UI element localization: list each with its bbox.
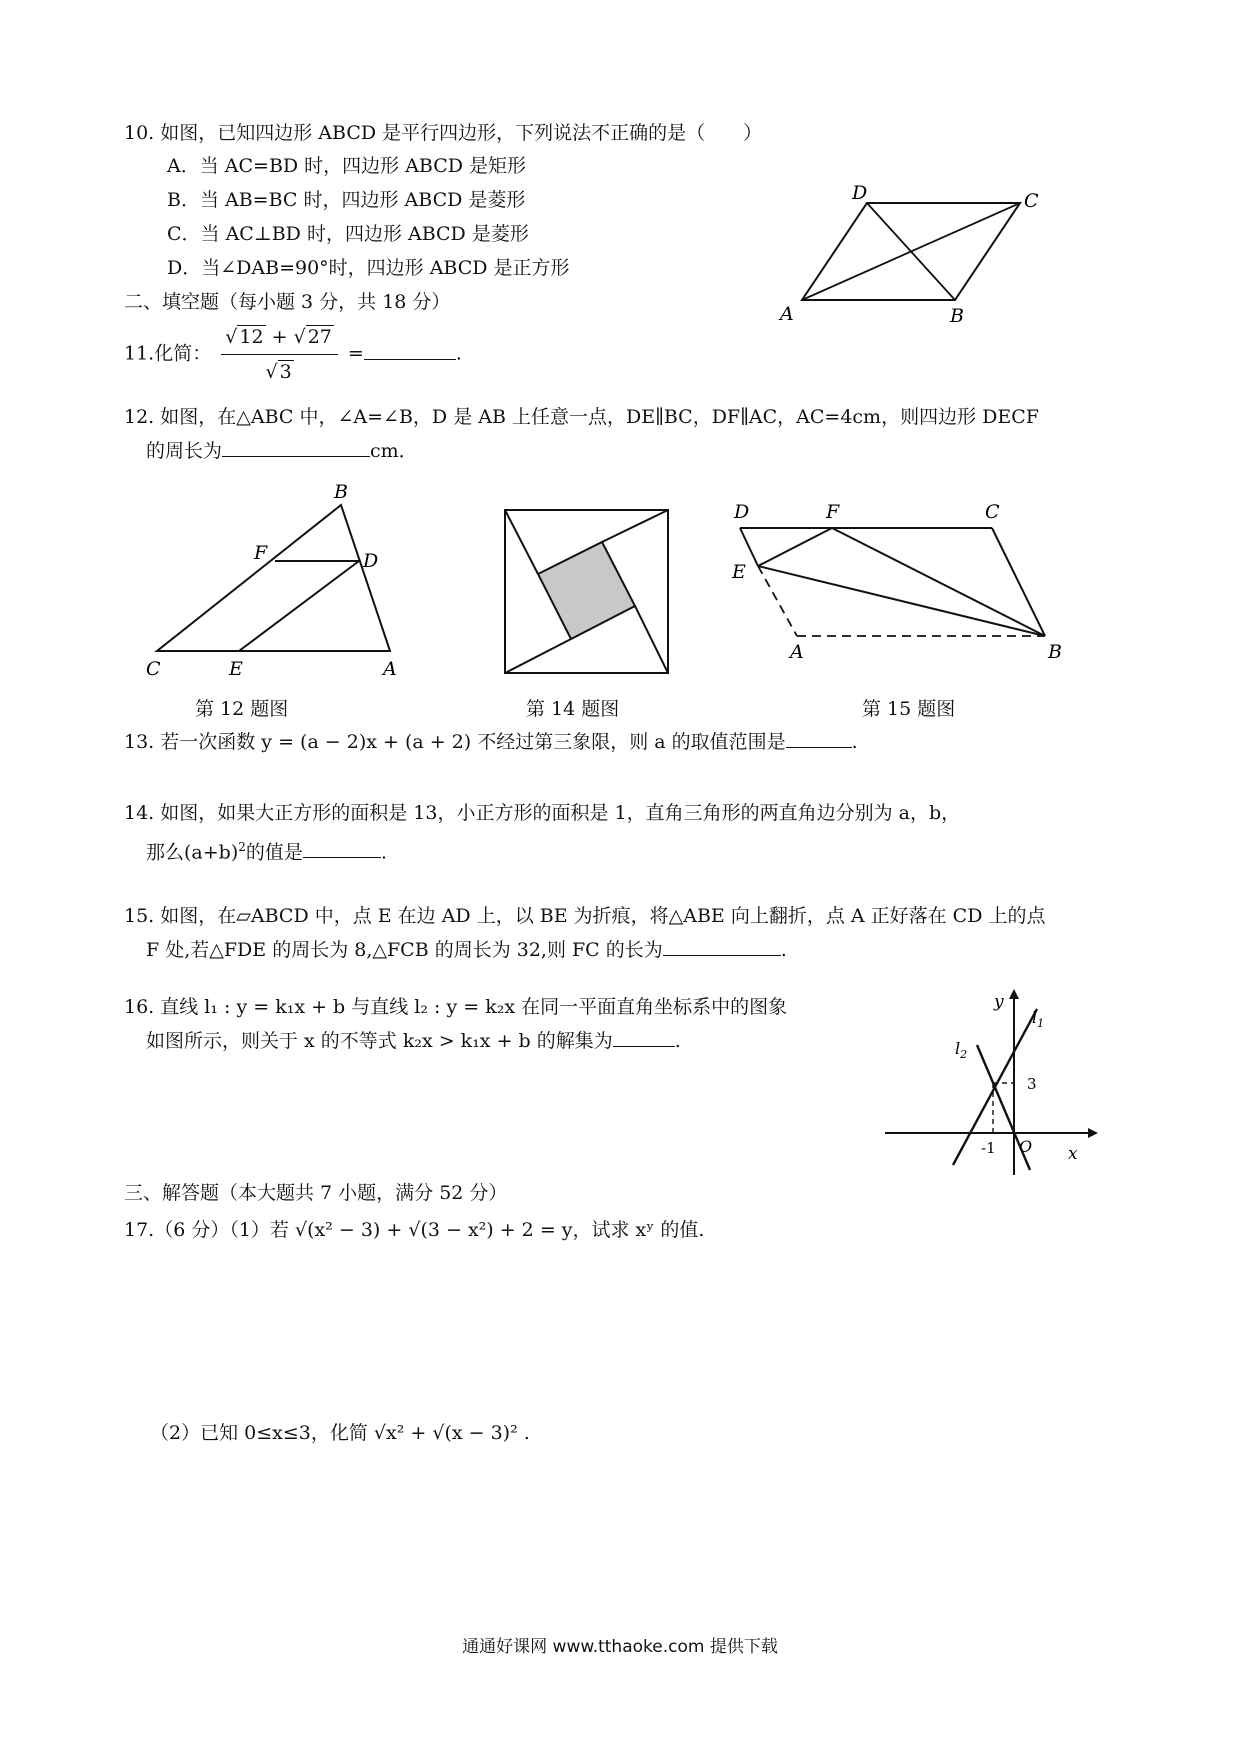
q15-line2-text: F 处,若△FDE 的周长为 8,△FCB 的周长为 32,则 FC 的长为 [146,939,663,961]
fig10-label-b: B [950,305,964,327]
q12-line2-prefix: 的周长为 [146,440,223,462]
q15-answer-blank[interactable] [663,937,781,956]
q10-parallelogram-figure [770,182,1050,327]
fig12-label-b: B [334,481,348,503]
q14-line2-prefix: 那么(a+b) [146,841,239,864]
fig15-label-d: D [734,501,750,523]
q11-radicand-b: 27 [307,326,332,348]
fig15-label-a: A [790,641,804,663]
fig16-l1-letter: l [1032,1008,1038,1027]
fig16-label-l1 [1032,1008,1044,1030]
fig15-label-b: B [1048,641,1062,663]
fig14-squares [500,505,675,680]
q11-end: . [455,342,462,365]
q17-part2-expr: √x² + √(x − 3)² [373,1422,518,1444]
q12-line1: 12. 如图，在△ABC 中，∠A=∠B，D 是 AB 上任意一点，DE∥BC，DF∥AC，AC=4cm，则四边形 DECF [124,406,1039,428]
fig16-label-l2 [955,1039,967,1061]
q17-part2-prefix: （2）已知 0≤x≤3，化简 [150,1422,368,1444]
fig12-label-f: F [254,542,268,564]
q11 [124,322,462,387]
fig15-parallelogram [730,495,1070,670]
fig12-label-a: A [383,658,397,680]
q15-line2 [146,937,787,963]
q12-line2 [146,438,418,464]
q15-end: . [780,939,787,961]
q14-exponent: 2 [238,840,246,854]
q16-line2-text: 如图所示，则关于 x 的不等式 k₂x > k₁x + b 的解集为 [146,1030,613,1052]
q14-answer-blank[interactable] [303,839,381,858]
fig15-label-c: C [985,501,1000,523]
fig12-label-e: E [229,658,243,680]
q10-option-c: C．当 AC⊥BD 时，四边形 ABCD 是菱形 [167,223,529,245]
q12-answer-blank[interactable] [222,438,370,457]
q16-end: . [674,1030,681,1052]
q15-line1: 15. 如图，在▱ABCD 中，点 E 在边 AD 上，以 BE 为折痕，将△ABE 向上翻折，点 A 正好落在 CD 上的点 [124,905,1046,927]
fig10-label-d: D [852,182,868,204]
q14-end: . [380,841,387,864]
fig16-l2-letter: l [955,1039,961,1058]
q10-option-b: B．当 AB=BC 时，四边形 ABCD 是菱形 [167,189,526,211]
q17-part1-suffix: ，试求 xʸ 的值. [572,1219,705,1241]
q14-line1: 14. 如图，如果大正方形的面积是 13，小正方形的面积是 1，直角三角形的两直角边分别为 a，b， [124,802,961,824]
q16-answer-blank[interactable] [613,1028,675,1047]
q13 [124,729,858,755]
q17-part1-expr: √(x² − 3) + √(3 − x²) + 2 = y [294,1219,573,1241]
page-footer: 通通好课网 www.tthaoke.com 提供下载 [462,1637,778,1657]
fig12-label-d: D [363,550,379,572]
q16-line2 [146,1028,681,1054]
q14-line2-suffix: 的值是 [245,841,303,864]
q13-text: 13. 若一次函数 y = (a − 2)x + (a + 2) 不经过第三象限，则 a 的取值范围是 [124,731,786,753]
fig16-l2-sub: 2 [960,1048,968,1061]
fig16-label-three: 3 [1027,1075,1037,1093]
q11-radicand-a: 12 [239,326,264,348]
fig15-caption: 第 15 题图 [862,698,956,720]
fig16-l1-sub: 1 [1037,1017,1045,1030]
fig16-label-y: y [994,992,1004,1012]
q11-prefix: 11.化简： [124,342,212,365]
q17-part1 [124,1217,704,1243]
q10-option-d: D．当∠DAB=90°时，四边形 ABCD 是正方形 [167,257,570,279]
fig15-label-e: E [732,561,746,583]
fig12-triangle [140,480,420,680]
fig15-label-f: F [826,501,840,523]
section-2-heading: 二、填空题（每小题 3 分，共 18 分） [124,291,451,313]
q11-plus: + [271,326,288,348]
q17-part2 [150,1420,530,1446]
q12-line2-suffix: cm． [370,440,418,462]
q17-part1-prefix: 17.（6 分）（1）若 [124,1219,289,1241]
fig12-caption: 第 12 题图 [195,698,289,720]
q16-line1: 16. 直线 l₁ : y = k₁x + b 与直线 l₂ : y = k₂x 在同一平面直角坐标系中的图象 [124,996,788,1018]
fig10-label-c: C [1024,190,1039,212]
fig14-caption: 第 14 题图 [526,698,620,720]
fig16-label-neg1: -1 [981,1139,996,1157]
q17-part2-end: . [523,1422,530,1444]
section-3-heading: 三、解答题（本大题共 7 小题，满分 52 分） [124,1182,508,1204]
fig16-coordinate-graph [880,985,1100,1185]
fig10-label-a: A [780,303,794,325]
q13-end: . [851,731,858,753]
q10-stem: 10. 如图，已知四边形 ABCD 是平行四边形，下列说法不正确的是（ ） [124,122,763,144]
fig12-label-c: C [146,658,161,680]
fig16-label-o: O [1019,1137,1033,1156]
q11-equals: = [347,342,364,365]
q10-option-a: A．当 AC=BD 时，四边形 ABCD 是矩形 [167,155,527,177]
fig16-label-x: x [1068,1144,1078,1164]
q11-answer-blank[interactable] [364,341,456,360]
q11-radicand-den: 3 [279,361,292,383]
q14-line2 [146,834,387,865]
q13-answer-blank[interactable] [786,729,852,748]
q11-fraction: $\frac{√ 12 + √ 27}{√ 3}$ [221,322,338,387]
